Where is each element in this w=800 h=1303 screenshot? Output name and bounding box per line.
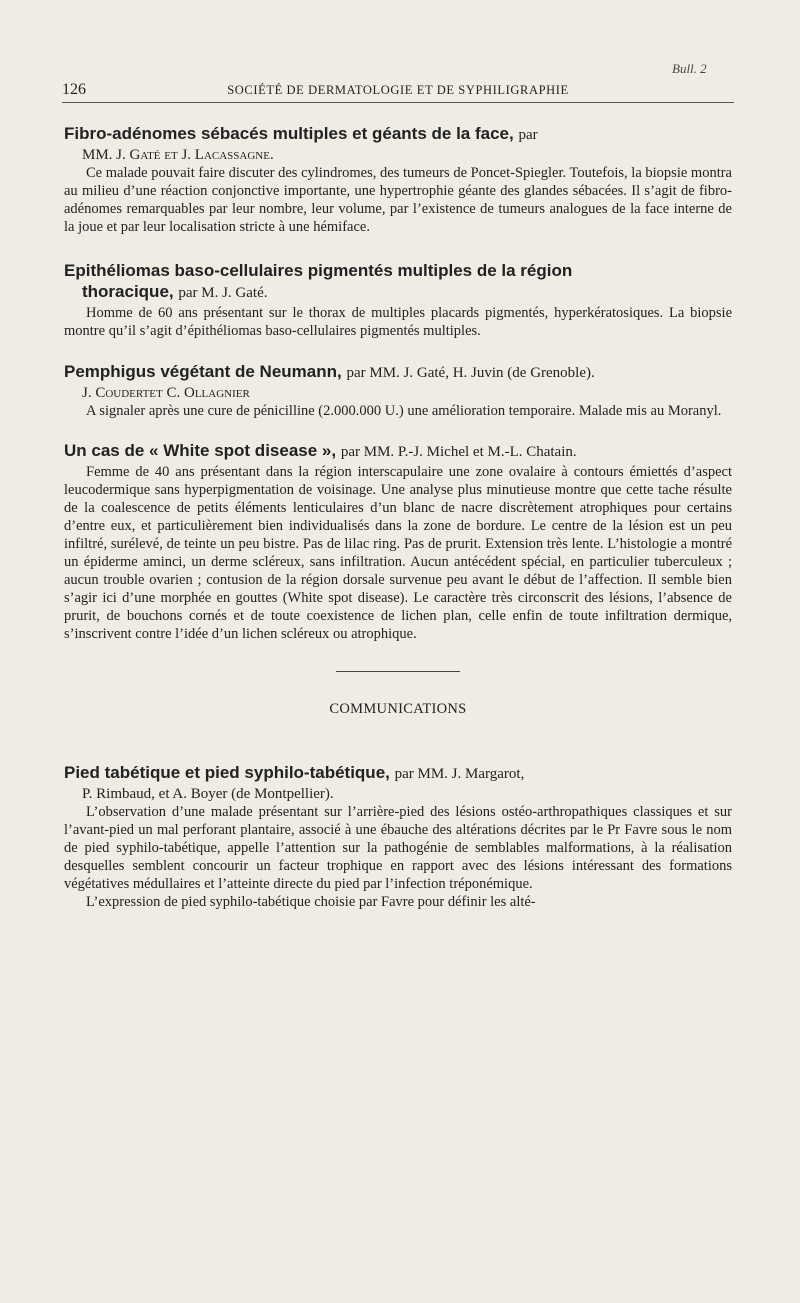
journal-tag: Bull. 2	[672, 61, 707, 76]
communication-pied-tabetique	[64, 762, 732, 911]
article-title: Fibro-adénomes sébacés multiples et géants de la face, par	[64, 124, 538, 143]
running-title: SOCIÉTÉ DE DERMATOLOGIE ET DE SYPHILIGRAPHIE	[227, 83, 569, 97]
article-authors: par MM. P.-J. Michel et M.-L. Chatain.	[340, 444, 577, 460]
communication-authors: P. Rimbaud, et A. Boyer (de Montpellier).	[82, 786, 334, 802]
article-white-spot	[64, 440, 732, 643]
article-body: Ce malade pouvait faire discuter des cylindromes, des tumeurs de Poncet-Spiegler. Toutefois, la biopsie montra au milieu d’une réaction conjonctive importante, une hypertrophie géante des glandes sébacées. Il s’agit de fibro-adénomes remarquables par leur nombre, leur volume, par l’existence de tumeurs analogues de la face interne de la joue et par leur localisation stricte à une hémiface.	[64, 165, 732, 235]
page-header	[62, 81, 734, 103]
article-title: Un cas de « White spot disease », par MM. P.-J. Michel et M.-L. Chatain.	[64, 441, 577, 460]
section-heading: COMMUNICATIONS	[329, 701, 467, 717]
article-title: Pemphigus végétant de Neumann, par MM. J. Gaté, H. Juvin (de Grenoble).	[64, 362, 595, 381]
article-authors: MM. J. Gaté et J. Lacassagne.	[82, 147, 274, 163]
article-title-continuation: thoracique, par M. J. Gaté.	[82, 282, 268, 301]
article-epitheliomas	[64, 260, 732, 340]
article-body: Femme de 40 ans présentant dans la région interscapulaire une zone ovalaire à contours émiettés d’aspect leucodermique sans hyperpigmentation de voisinage. Une analyse plus minutieuse montre que cette tache résulte de la coalescence de petits éléments lenticulaires d’un blanc de nacre discrètement atrophiques pour certains d’entre eux, et particulièrement bien individualisés dans la zone de bordure. Le centre de la lésion est un peu infiltré, surélevé, de teinte un peu bistre. Pas de lilac ring. Pas de prurit. Extension très lente. L’histologie a montré un épiderme aminci, un derme scléreux, sans infiltration. Aucun antécédent spécial, en particulier tuberculeux ; aucun trouble ovarien ; contusion de la région dorsale survenue peu avant le début de l’affection. Il semble bien s’agir ici d’une morphée en gouttes (White spot disease). Le caractère très circonscrit des lésions, l’absence de prurit, de bouchons cornés et de toute coexistence de lichen plan, celle enfin de toute infiltration dermique, s’inscrivent contre l’idée d’un lichen scléreux ou atrophique.	[64, 464, 732, 642]
article-authors: J. Coudertet C. Ollagnier	[82, 385, 250, 401]
page-content	[64, 123, 732, 911]
article-fibro-adenomes	[64, 123, 732, 236]
article-body: Homme de 60 ans présentant sur le thorax de multiples placards pigmentés, hyperkératosiques. La biopsie montre qu’il s’agit d’épithéliomas baso-cellulaires pigmentés multiples.	[64, 305, 732, 339]
communication-body-continued: L’expression de pied syphilo-tabétique choisie par Favre pour définir les alté-	[86, 894, 536, 910]
header-rule	[62, 102, 734, 103]
article-body: A signaler après une cure de pénicilline (2.000.000 U.) une amélioration temporaire. Malade mis au Moranyl.	[86, 403, 722, 419]
article-pemphigus	[64, 361, 732, 420]
communication-body: L’observation d’une malade présentant sur l’arrière-pied des lésions ostéo-arthropathiques classiques et sur l’avant-pied un mal perforant plantaire, associé à une ébauche des altérations décrites par le Pr Favre sous le nom de pied syphilo-tabétique, appelle l’attention sur la pathogénie de semblables malformations, à la réalisation desquelles semblent concourir un facteur trophique en rapport avec des lésions intéressant des formations végétatives médullaires et l’atteinte directe du pied par l’infection tréponémique.	[64, 804, 732, 892]
section-divider	[336, 671, 460, 672]
page-number: 126	[62, 81, 86, 98]
communication-title: Pied tabétique et pied syphilo-tabétique, par MM. J. Margarot,	[64, 763, 525, 782]
article-authors: par M. J. Gaté.	[178, 285, 268, 301]
article-title: Epithéliomas baso-cellulaires pigmentés multiples de la région	[64, 261, 573, 280]
